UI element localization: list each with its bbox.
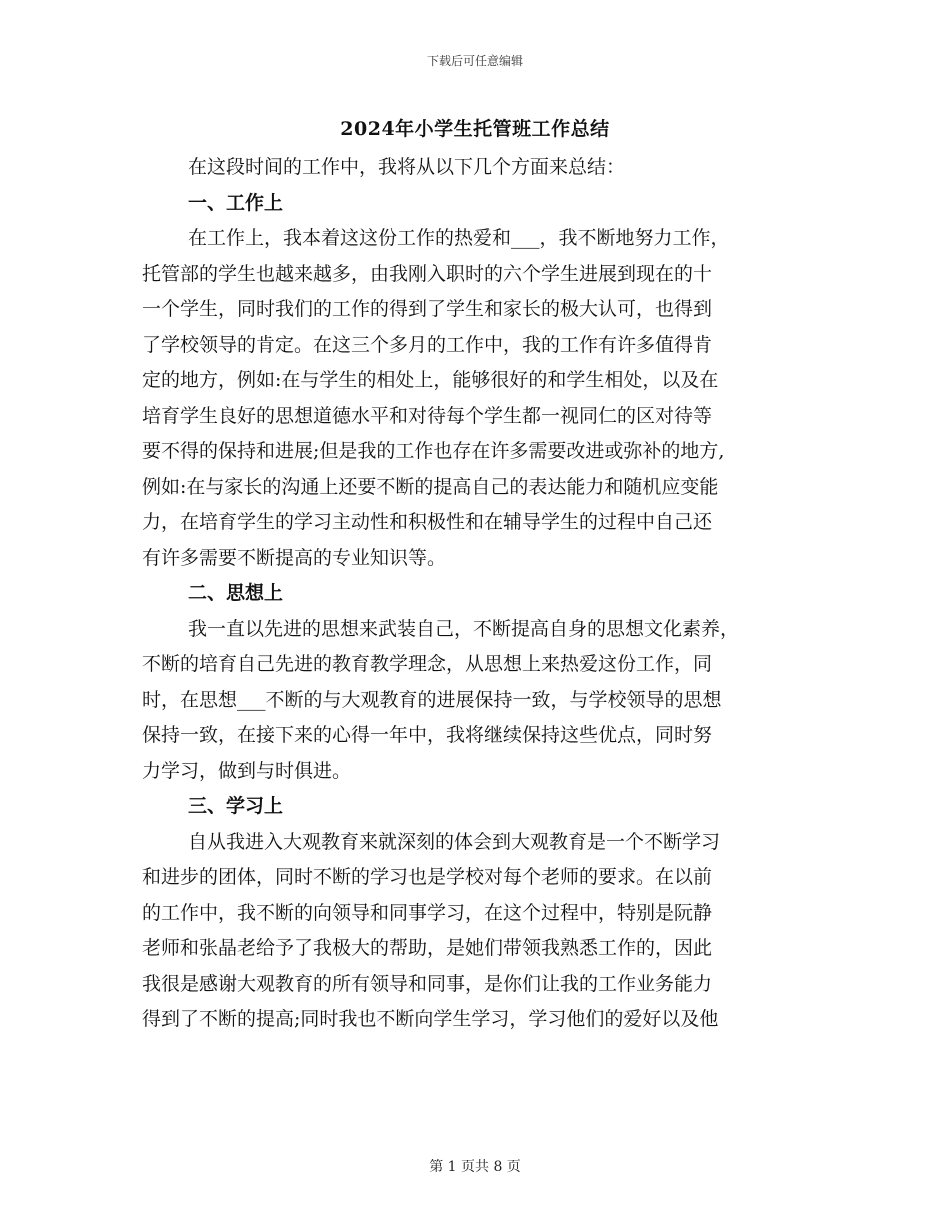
section-heading: 二、思想上 (188, 582, 284, 604)
text-line: 保持一致，在接下来的心得一年中，我将继续保持这些优点，同时努 (142, 724, 713, 746)
text-line: 定的地方，例如:在与学生的相处上，能够很好的和学生相处，以及在 (142, 369, 719, 391)
text-line: 一个学生，同时我们的工作的得到了学生和家长的极大认可，也得到 (142, 298, 713, 320)
text-line: 在工作上，我本着这这份工作的热爱和___，我不断地努力工作， (188, 227, 730, 249)
text-line: 力学习，做到与时俱进。 (142, 759, 352, 782)
page-footer: 第 1 页共 8 页 (429, 1159, 521, 1175)
text-line: 在这段时间的工作中，我将从以下几个方面来总结： (188, 156, 626, 178)
text-line: 了学校领导的肯定。在这三个多月的工作中，我的工作有许多值得肯 (142, 333, 713, 356)
header-note: 下载后可任意编辑 (426, 54, 523, 68)
text-line: 要不得的保持和进展;但是我的工作也存在许多需要改进或弥补的地方, (142, 440, 725, 462)
text-line: 培育学生良好的思想道德水平和对待每个学生都一视同仁的区对待等 (142, 404, 713, 427)
document-body (142, 150, 810, 1038)
text-line: 不断的培育自己先进的教育教学理念，从思想上来热爱这份工作，同 (142, 653, 713, 675)
text-line: 的工作中，我不断的向领导和同事学习，在这个过程中，特别是阮静 (142, 901, 713, 924)
text-line: 托管部的学生也越来越多，由我刚入职时的六个学生进展到现在的十 (142, 262, 713, 285)
text-line: 我很是感谢大观教育的所有领导和同事，是你们让我的工作业务能力 (142, 972, 713, 995)
text-line: 有许多需要不断提高的专业知识等。 (142, 546, 447, 569)
text-line: 时，在思想___不断的与大观教育的进展保持一致，与学校领导的思想 (142, 688, 722, 711)
text-line: 老师和张晶老给予了我极大的帮助，是她们带领我熟悉工作的，因此 (142, 937, 713, 959)
section-heading: 三、学习上 (188, 795, 284, 817)
text-line: 力，在培育学生的学习主动性和积极性和在辅导学生的过程中自己还 (142, 511, 713, 533)
text-line: 我一直以先进的思想来武装自己，不断提高自身的思想文化素养， (188, 617, 740, 640)
text-line: 和进步的团体，同时不断的学习也是学校对每个老师的要求。在以前 (142, 866, 713, 888)
text-line: 得到了不断的提高;同时我也不断向学生学习，学习他们的爱好以及他 (142, 1008, 719, 1030)
text-line: 例如:在与家长的沟通上还要不断的提高自己的表达能力和随机应变能 (142, 475, 719, 498)
document-title: 2024年小学生托管班工作总结 (340, 118, 610, 140)
text-line: 自从我进入大观教育来就深刻的体会到大观教育是一个不断学习 (188, 830, 721, 853)
section-heading: 一、工作上 (188, 191, 284, 214)
